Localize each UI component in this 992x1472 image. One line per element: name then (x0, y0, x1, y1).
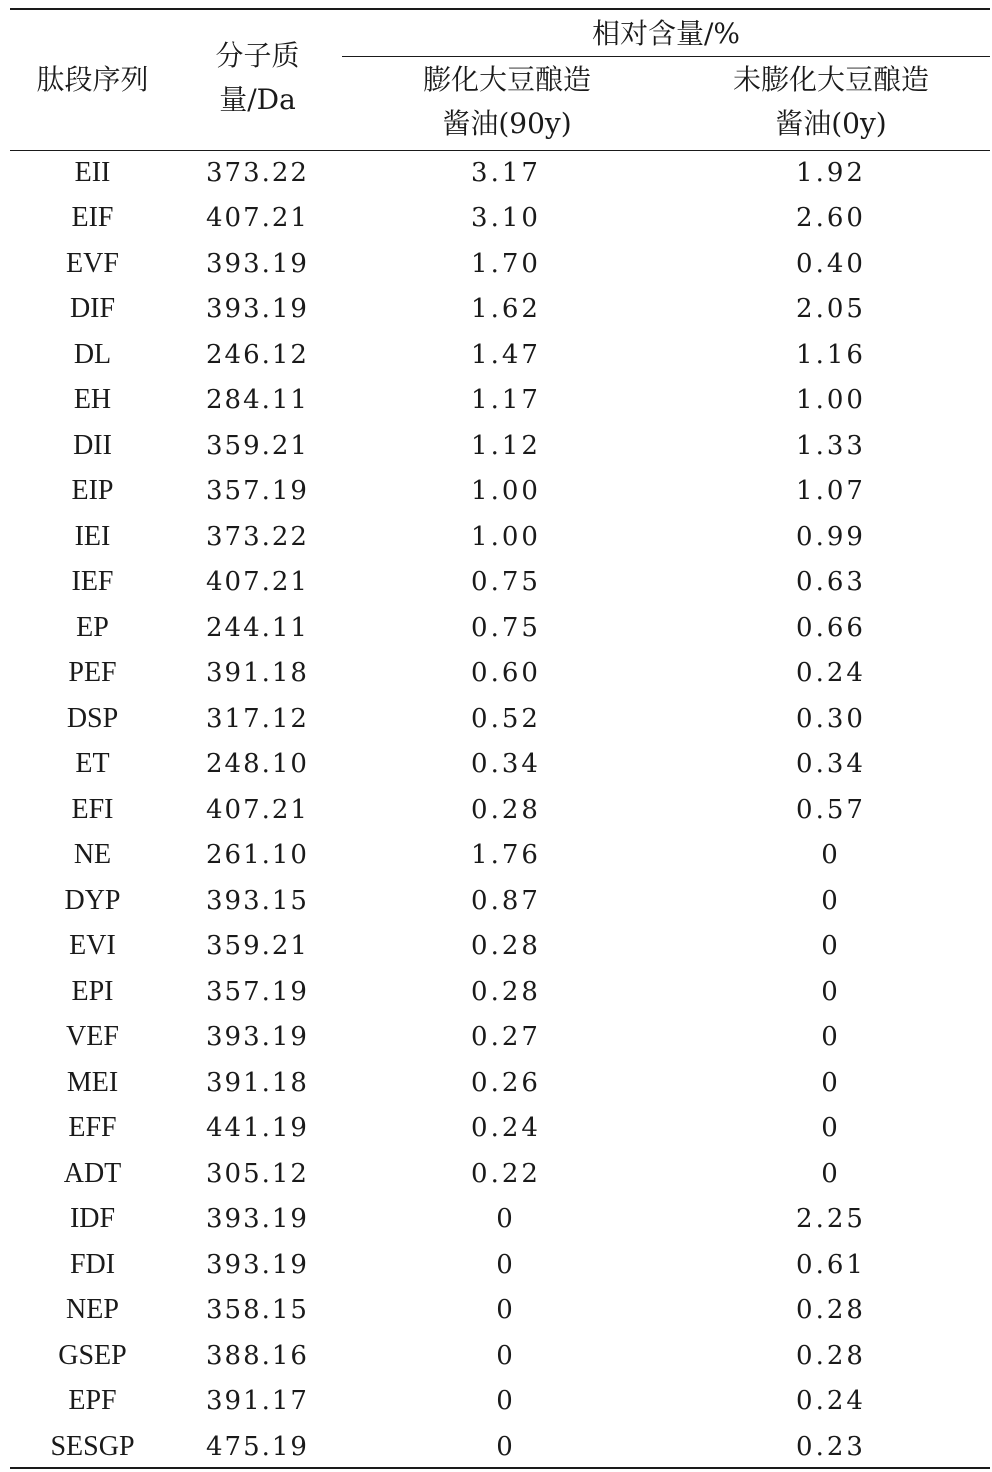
cell-molecular-weight: 359.21 (206, 430, 309, 461)
cell-molecular-weight: 475.19 (206, 1431, 309, 1462)
cell-molecular-weight: 261.10 (206, 840, 309, 871)
cell-sequence: EIP (71, 475, 114, 507)
cell-sequence: EVF (66, 247, 119, 279)
table-row (10, 423, 990, 469)
header-col-a-line2: 酱油(90y) (442, 107, 572, 140)
cell-molecular-weight: 246.12 (206, 339, 309, 370)
cell-unpuffed-content: 0 (821, 1158, 841, 1189)
cell-sequence: EH (73, 384, 112, 416)
table-row (10, 878, 990, 924)
cell-molecular-weight: 393.19 (206, 1249, 309, 1280)
header-molecular-weight (175, 34, 340, 122)
cell-sequence: EFF (68, 1112, 117, 1144)
cell-molecular-weight: 391.18 (206, 1067, 309, 1098)
cell-puffed-content: 0 (496, 1386, 516, 1417)
cell-puffed-content: 0.75 (471, 567, 541, 598)
table-row (10, 651, 990, 697)
cell-unpuffed-content: 0 (821, 931, 841, 962)
cell-unpuffed-content: 0.63 (796, 567, 866, 598)
table-row (10, 833, 990, 879)
cell-sequence: DSP (66, 702, 119, 734)
table-row (10, 332, 990, 378)
table-row (10, 605, 990, 651)
cell-puffed-content: 1.00 (471, 521, 541, 552)
cell-unpuffed-content: 0 (821, 840, 841, 871)
cell-molecular-weight: 393.19 (206, 1204, 309, 1235)
table-row (10, 742, 990, 788)
cell-unpuffed-content: 1.16 (796, 339, 866, 370)
cell-unpuffed-content: 0.24 (796, 1386, 866, 1417)
cell-unpuffed-content: 1.33 (796, 430, 866, 461)
cell-sequence: IEI (74, 520, 111, 552)
cell-puffed-content: 0.28 (471, 976, 541, 1007)
cell-sequence: SESGP (50, 1430, 135, 1462)
cell-sequence: DIF (69, 293, 116, 325)
cell-puffed-content: 0.28 (471, 931, 541, 962)
cell-molecular-weight: 358.15 (206, 1295, 309, 1326)
cell-unpuffed-content: 2.60 (796, 203, 866, 234)
cell-sequence: FDI (69, 1248, 116, 1280)
cell-molecular-weight: 407.21 (206, 203, 309, 234)
table-row (10, 196, 990, 242)
cell-puffed-content: 0.28 (471, 794, 541, 825)
cell-puffed-content: 0.75 (471, 612, 541, 643)
group-header-rule (342, 56, 990, 57)
cell-unpuffed-content: 0 (821, 976, 841, 1007)
cell-puffed-content: 1.12 (471, 430, 541, 461)
table-row (10, 1333, 990, 1379)
cell-unpuffed-content: 0 (821, 885, 841, 916)
header-col-a-line1: 膨化大豆酿造 (422, 63, 591, 96)
header-col-b-line2: 酱油(0y) (775, 107, 887, 140)
table-row (10, 1106, 990, 1152)
table-row (10, 924, 990, 970)
cell-puffed-content: 0 (496, 1249, 516, 1280)
cell-molecular-weight: 393.19 (206, 248, 309, 279)
cell-unpuffed-content: 2.25 (796, 1204, 866, 1235)
cell-sequence: IDF (69, 1203, 116, 1235)
cell-unpuffed-content: 0.24 (796, 658, 866, 689)
table-body (10, 150, 990, 1470)
table-row (10, 241, 990, 287)
table-row (10, 787, 990, 833)
header-col-b-line1: 未膨化大豆酿造 (732, 63, 929, 96)
table-row (10, 1197, 990, 1243)
cell-unpuffed-content: 0 (821, 1022, 841, 1053)
cell-puffed-content: 0.27 (471, 1022, 541, 1053)
cell-sequence: EP (76, 611, 109, 643)
cell-unpuffed-content: 0.28 (796, 1340, 866, 1371)
cell-puffed-content: 0 (496, 1431, 516, 1462)
cell-unpuffed-content: 0.66 (796, 612, 866, 643)
table-row (10, 1060, 990, 1106)
cell-sequence: NEP (66, 1294, 119, 1326)
table-top-rule (10, 8, 990, 10)
cell-puffed-content: 1.17 (471, 385, 541, 416)
cell-molecular-weight: 357.19 (206, 976, 309, 1007)
cell-puffed-content: 0 (496, 1204, 516, 1235)
cell-puffed-content: 1.47 (471, 339, 541, 370)
cell-sequence: PEF (68, 657, 117, 689)
table-row (10, 1015, 990, 1061)
cell-unpuffed-content: 0.57 (796, 794, 866, 825)
cell-unpuffed-content: 0.99 (796, 521, 866, 552)
cell-puffed-content: 0.22 (471, 1158, 541, 1189)
cell-molecular-weight: 393.19 (206, 294, 309, 325)
cell-unpuffed-content: 0.23 (796, 1431, 866, 1462)
table-row (10, 150, 990, 196)
cell-unpuffed-content: 1.07 (796, 476, 866, 507)
cell-sequence: IEF (71, 566, 114, 598)
cell-sequence: EPI (71, 975, 114, 1007)
table-row (10, 378, 990, 424)
cell-molecular-weight: 393.15 (206, 885, 309, 916)
cell-unpuffed-content: 0.30 (796, 703, 866, 734)
cell-sequence: NE (73, 839, 112, 871)
cell-unpuffed-content: 0.28 (796, 1295, 866, 1326)
cell-puffed-content: 3.17 (471, 157, 541, 188)
cell-puffed-content: 1.70 (471, 248, 541, 279)
cell-unpuffed-content: 0.61 (796, 1249, 866, 1280)
table-row (10, 1288, 990, 1334)
cell-puffed-content: 1.62 (471, 294, 541, 325)
cell-molecular-weight: 359.21 (206, 931, 309, 962)
cell-puffed-content: 1.00 (471, 476, 541, 507)
cell-molecular-weight: 357.19 (206, 476, 309, 507)
cell-molecular-weight: 407.21 (206, 794, 309, 825)
header-mw-line2: 量/Da (219, 83, 296, 116)
header-puffed-soy-sauce (342, 58, 672, 146)
table-row (10, 469, 990, 515)
cell-unpuffed-content: 0 (821, 1067, 841, 1098)
cell-sequence: DII (73, 429, 112, 461)
cell-sequence: DYP (64, 884, 121, 916)
table-row (10, 514, 990, 560)
cell-sequence: EFI (71, 793, 114, 825)
cell-puffed-content: 0.34 (471, 749, 541, 780)
cell-molecular-weight: 407.21 (206, 567, 309, 598)
cell-puffed-content: 0.60 (471, 658, 541, 689)
cell-sequence: DL (73, 338, 112, 370)
cell-sequence: EIF (71, 202, 114, 234)
cell-unpuffed-content: 1.92 (796, 157, 866, 188)
cell-sequence: ADT (63, 1157, 122, 1189)
cell-puffed-content: 3.10 (471, 203, 541, 234)
table-row (10, 696, 990, 742)
table-row (10, 1424, 990, 1470)
cell-puffed-content: 0.87 (471, 885, 541, 916)
table-row (10, 1151, 990, 1197)
cell-puffed-content: 0 (496, 1295, 516, 1326)
cell-molecular-weight: 373.22 (206, 521, 309, 552)
cell-puffed-content: 1.76 (471, 840, 541, 871)
cell-unpuffed-content: 0 (821, 1113, 841, 1144)
header-unpuffed-soy-sauce (672, 58, 990, 146)
table-row (10, 1379, 990, 1425)
cell-molecular-weight: 441.19 (206, 1113, 309, 1144)
cell-puffed-content: 0.24 (471, 1113, 541, 1144)
cell-molecular-weight: 391.18 (206, 658, 309, 689)
table-row (10, 969, 990, 1015)
cell-sequence: GSEP (58, 1339, 127, 1371)
table-row (10, 560, 990, 606)
cell-sequence: EII (74, 156, 111, 188)
cell-molecular-weight: 244.11 (206, 612, 309, 643)
cell-unpuffed-content: 2.05 (796, 294, 866, 325)
cell-molecular-weight: 305.12 (206, 1158, 309, 1189)
cell-molecular-weight: 391.17 (206, 1386, 309, 1417)
cell-sequence: MEI (66, 1066, 119, 1098)
cell-sequence: EVI (69, 930, 116, 962)
table-row (10, 1242, 990, 1288)
table-row (10, 287, 990, 333)
cell-unpuffed-content: 1.00 (796, 385, 866, 416)
header-peptide-sequence: 肽段序列 (36, 63, 149, 96)
header-relative-content: 相对含量/% (591, 17, 741, 50)
cell-sequence: EPF (68, 1385, 117, 1417)
cell-molecular-weight: 393.19 (206, 1022, 309, 1053)
cell-puffed-content: 0 (496, 1340, 516, 1371)
cell-puffed-content: 0.52 (471, 703, 541, 734)
cell-molecular-weight: 284.11 (206, 385, 309, 416)
cell-sequence: VEF (66, 1021, 119, 1053)
cell-sequence: ET (75, 748, 110, 780)
cell-unpuffed-content: 0.34 (796, 749, 866, 780)
cell-molecular-weight: 317.12 (206, 703, 309, 734)
cell-molecular-weight: 373.22 (206, 157, 309, 188)
cell-molecular-weight: 248.10 (206, 749, 309, 780)
header-mw-line1: 分子质 (215, 39, 300, 72)
cell-molecular-weight: 388.16 (206, 1340, 309, 1371)
cell-unpuffed-content: 0.40 (796, 248, 866, 279)
cell-puffed-content: 0.26 (471, 1067, 541, 1098)
